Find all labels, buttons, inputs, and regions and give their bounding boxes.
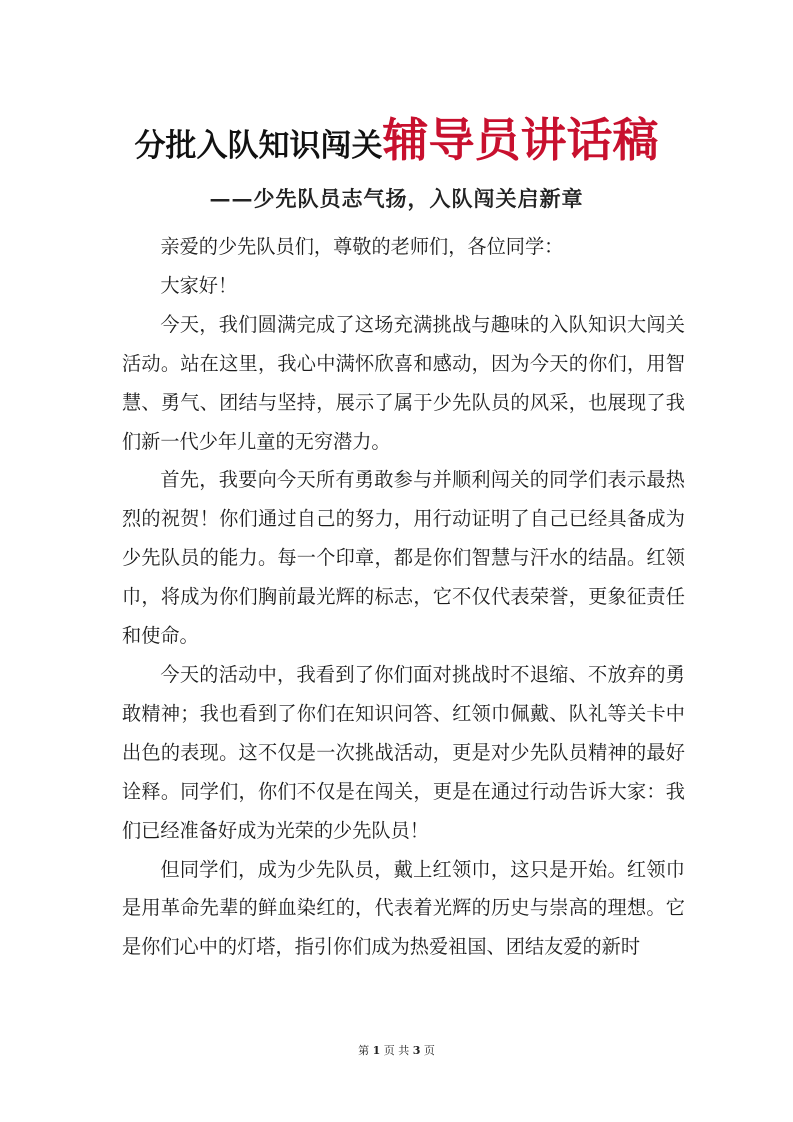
paragraph-greeting: 亲爱的少先队员们，尊敬的老师们，各位同学： — [160, 235, 564, 258]
paragraph-intro: 今天，我们圆满完成了这场充满挑战与趣味的入队知识大闯关活动。站在这里，我心中满怀欣喜和感动，因为今天的你们，用智慧、勇气、团结与坚持，展示了属于少先队员的风采，也展现了我们新一代少年儿童的无穷潜力。 — [122, 312, 685, 453]
paragraph-congrats: 首先，我要向今天所有勇敢参与并顺利闯关的同学们表示最热烈的祝贺！你们通过自己的努力，用行动证明了自己已经具备成为少先队员的能力。每一个印章，都是你们智慧与汗水的结晶。红领巾，将成为你们胸前最光辉的标志，它不仅代表荣誉，更象征责任和使命。 — [122, 468, 685, 648]
document-body — [122, 228, 685, 967]
footer-total-pages: 3 — [412, 1044, 421, 1057]
title-highlight: 辅导员讲话稿 — [382, 113, 659, 167]
footer-current-page: 1 — [372, 1044, 381, 1057]
paragraph-red-scarf: 但同学们，成为少先队员，戴上红领巾，这只是开始。红领巾是用革命先辈的鲜血染红的，代表着光辉的历史与崇高的理想。它是你们心中的灯塔，指引你们成为热爱祖国、团结友爱的新时 — [122, 857, 685, 959]
page-footer — [0, 1042, 793, 1058]
paragraph-activity: 今天的活动中，我看到了你们面对挑战时不退缩、不放弃的勇敢精神；我也看到了你们在知识问答、红领巾佩戴、队礼等关卡中出色的表现。这不仅是一次挑战活动，更是对少先队员精神的最好诠释。同学们，你们不仅是在闯关，更是在通过行动告诉大家：我们已经准备好成为光荣的少先队员！ — [122, 662, 685, 842]
title-main: 分批入队知识闯关 — [134, 128, 383, 164]
document-title — [0, 104, 793, 170]
footer-label-gong: 共 — [398, 1044, 410, 1057]
paragraph-hello: 大家好！ — [160, 273, 238, 297]
footer-label-ye2: 页 — [423, 1044, 435, 1057]
document-subtitle: ——少先队员志气扬，入队闯关启新章 — [209, 186, 584, 211]
footer-label-di: 第 — [358, 1044, 370, 1057]
footer-label-ye: 页 — [383, 1044, 395, 1057]
